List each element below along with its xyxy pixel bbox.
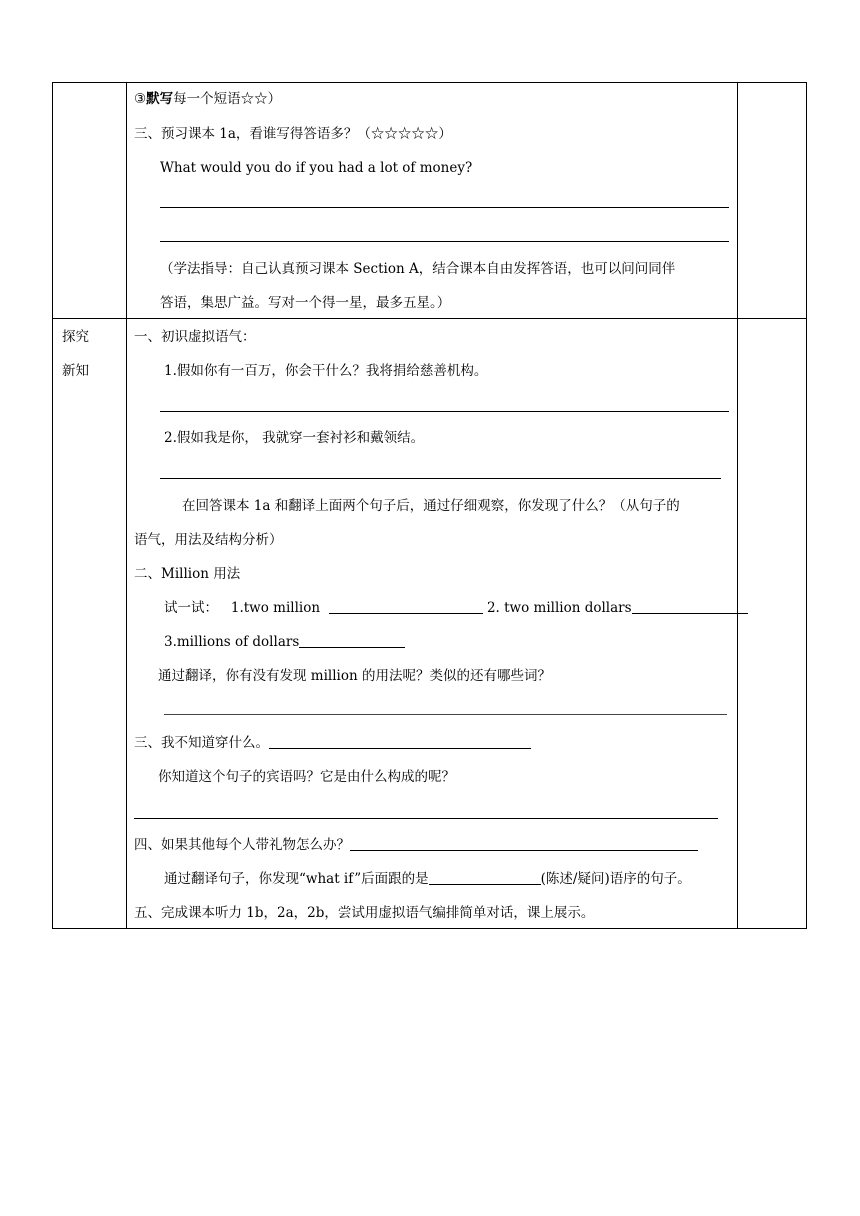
what-if-heading: 四、如果其他每个人带礼物怎么办？ xyxy=(134,836,698,854)
table-row-divider xyxy=(52,318,807,319)
preview-heading: 三、预习课本 1a，看谁写得答语多？（☆☆☆☆☆） xyxy=(134,126,452,142)
answer-line xyxy=(134,818,718,819)
fill-blank[interactable] xyxy=(429,870,541,885)
fill-blank[interactable] xyxy=(299,633,405,648)
table-border-bottom xyxy=(52,928,807,929)
section-label: 探究 xyxy=(62,329,89,345)
observation-prompt: 在回答课本 1a 和翻译上面两个句子后，通过仔细观察，你发现了什么？（从句子的 xyxy=(182,498,680,514)
answer-line xyxy=(164,714,727,715)
million-heading: 二、Million 用法 xyxy=(134,566,241,582)
object-clause-question: 你知道这个句子的宾语吗？它是由什么构成的呢？ xyxy=(158,769,455,785)
what-if-observation: 通过翻译句子，你发现“what if”后面跟的是 (陈述/疑问)语序的句子。 xyxy=(164,871,691,887)
listening-task: 五、完成课本听力 1b，2a，2b，尝试用虚拟语气编排简单对话，课上展示。 xyxy=(134,905,595,921)
answer-line xyxy=(160,241,729,242)
answer-line xyxy=(160,478,721,479)
study-guide-line: 答语，集思广益。写对一个得一星，最多五星。） xyxy=(160,295,451,311)
table-border-right xyxy=(806,82,807,929)
fill-blank[interactable] xyxy=(350,836,698,851)
fill-blank[interactable] xyxy=(269,734,531,749)
table-border-left xyxy=(52,82,53,929)
million-exercise: 试一试： 1.two million 2. two million dollars xyxy=(164,599,748,617)
answer-line xyxy=(160,207,729,208)
study-guide-line: （学法指导：自己认真预习课本 Section A，结合课本自由发挥答语，也可以问问同伴 xyxy=(160,261,676,277)
section-label: 新知 xyxy=(62,363,89,379)
subjunctive-heading: 一、初识虚拟语气： xyxy=(134,329,256,345)
table-column-divider xyxy=(737,82,738,929)
worksheet-table xyxy=(52,82,807,929)
object-clause-heading: 三、我不知道穿什么。 xyxy=(134,734,531,752)
translation-question: 2.假如我是你， 我就穿一套衬衫和戴领结。 xyxy=(164,430,425,446)
dictation-instruction: ③默写每一个短语☆☆） xyxy=(134,91,282,107)
observation-prompt: 语气，用法及结构分析） xyxy=(134,532,283,548)
preview-question: What would you do if you had a lot of money? xyxy=(160,160,473,176)
table-border-top xyxy=(52,82,807,83)
million-question: 通过翻译，你有没有发现 million 的用法呢？类似的还有哪些词？ xyxy=(158,668,551,684)
fill-blank[interactable] xyxy=(329,599,483,614)
million-exercise: 3.millions of dollars xyxy=(164,633,405,651)
table-column-divider xyxy=(126,82,127,929)
answer-line xyxy=(160,411,729,412)
translation-question: 1.假如你有一百万，你会干什么？我将捐给慈善机构。 xyxy=(164,363,488,379)
fill-blank[interactable] xyxy=(632,599,748,614)
